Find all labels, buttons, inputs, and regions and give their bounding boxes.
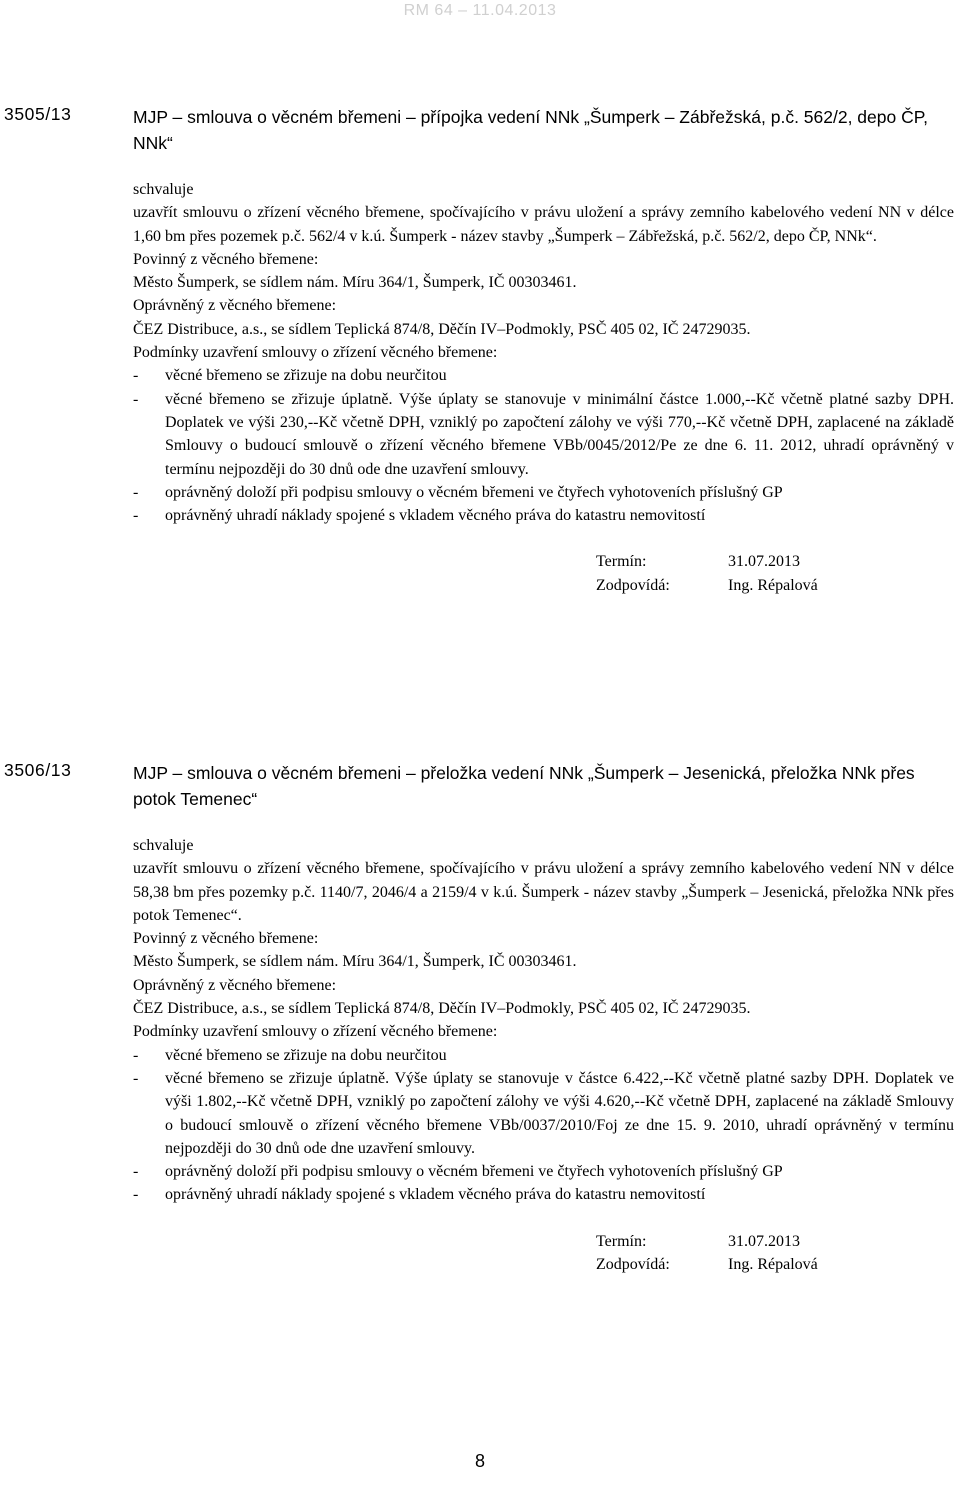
resolution-text	[133, 834, 954, 1207]
resolution-text	[133, 178, 954, 527]
list-item: - oprávněný uhradí náklady spojené s vkladem věcného práva do katastru nemovitostí	[133, 1186, 706, 1204]
resolution-intro: uzavřít smlouvu o zřízení věcného břemene, spočívajícího v právu uložení a správy zemního kabelového vedení NN v délce 58,38 bm přes pozemky p.č. 1140/7, 2046/4 a 2159/4 v k.ú. Šumperk - název stavby „Šumperk – Jesenická, přeložka NNk přes potok Temenec“.	[133, 860, 954, 924]
resolution-title: MJP – smlouva o věcném břemeni – přípojka vedení NNk „Šumperk – Zábřežská, p.č. 562/2, depo ČP, NNk“	[133, 107, 929, 153]
entitled-value: ČEZ Distribuce, a.s., se sídlem Teplická 874/8, Děčín IV–Podmokly, PSČ 405 02, IČ 24729035.	[133, 1000, 751, 1018]
header-text: RM 64 – 11.04.2013	[403, 2, 557, 19]
list-item: - věcné břemeno se zřizuje úplatně. Výše úplaty se stanovuje v minimální částce 1.000,--Kč včetně platné sazby DPH. Doplatek ve výši 230,--Kč včetně DPH, vzniklý po započtení zálohy ve výši 770,--Kč včetně DPH, zaplacené na základě Smlouvy o budoucí smlouvě o zřízení věcného břemene VBb/0045/2012/Pe ze dne 6. 11. 2012, uhradí oprávněný v termínu nejpozději do 30 dnů ode dne uzavření smlouvy.	[133, 390, 954, 478]
resolution-body	[133, 760, 954, 1276]
obliged-label: Povinný z věcného břemene:	[133, 250, 319, 268]
entitled-label: Oprávněný z věcného břemene:	[133, 976, 337, 994]
obliged-value: Město Šumperk, se sídlem nám. Míru 364/1, Šumperk, IČ 00303461.	[133, 953, 577, 971]
term-label: Termín:	[596, 553, 647, 571]
list-item: - oprávněný doloží při podpisu smlouvy o věcném břemeni ve čtyřech vyhotoveních příslušný GP	[133, 1163, 783, 1181]
list-item: - oprávněný doloží při podpisu smlouvy o věcném břemeni ve čtyřech vyhotoveních příslušný GP	[133, 483, 783, 501]
term-value: 31.07.2013	[728, 553, 800, 571]
list-item: - oprávněný uhradí náklady spojené s vkladem věcného práva do katastru nemovitostí	[133, 507, 706, 525]
list-item: - věcné břemeno se zřizuje na dobu neurčitou	[133, 367, 447, 385]
signature-block	[596, 1230, 954, 1277]
resolution-intro: uzavřít smlouvu o zřízení věcného břemene, spočívajícího v právu uložení a správy zemního kabelového vedení NN v délce 1,60 bm přes pozemek p.č. 562/4 v k.ú. Šumperk - název stavby „Šumperk – Zábřežská, p.č. 562/2, depo ČP, NNk“.	[133, 204, 954, 245]
conditions-label: Podmínky uzavření smlouvy o zřízení věcného břemene:	[133, 1023, 498, 1041]
resolution-title: MJP – smlouva o věcném břemeni – přeložka vedení NNk „Šumperk – Jesenická, přeložka NNk přes potok Temenec“	[133, 763, 915, 809]
entitled-value: ČEZ Distribuce, a.s., se sídlem Teplická 874/8, Děčín IV–Podmokly, PSČ 405 02, IČ 24729035.	[133, 320, 751, 338]
term-label: Termín:	[596, 1232, 647, 1250]
list-item: - věcné břemeno se zřizuje na dobu neurčitou	[133, 1046, 447, 1064]
resolution-body	[133, 104, 954, 597]
signature-block	[596, 550, 954, 597]
resolution-verb: schvaluje	[133, 837, 194, 854]
conditions-list	[133, 1044, 954, 1207]
responsible-value: Ing. Répalová	[728, 1256, 818, 1274]
list-item: - věcné břemeno se zřizuje úplatně. Výše úplaty se stanovuje v částce 6.422,--Kč včetně platné sazby DPH. Doplatek ve výši 1.802,--Kč včetně DPH, vzniklý po započtení zálohy ve výši 4.620,--Kč včetně DPH, zaplacené na základě Smlouvy o budoucí smlouvě o zřízení věcného břemene VBb/0037/2010/Foj ze dne 15. 9. 2010, uhradí oprávněný v termínu nejpozději do 30 dnů ode dne uzavření smlouvy.	[133, 1069, 954, 1157]
page-number: 8	[474, 1451, 485, 1471]
page-header	[0, 0, 960, 26]
conditions-label: Podmínky uzavření smlouvy o zřízení věcného břemene:	[133, 344, 498, 362]
responsible-label: Zodpovídá:	[596, 576, 670, 594]
resolution-number: 3506/13	[4, 760, 72, 780]
responsible-value: Ing. Répalová	[728, 576, 818, 594]
resolution-verb: schvaluje	[133, 181, 194, 198]
obliged-value: Město Šumperk, se sídlem nám. Míru 364/1, Šumperk, IČ 00303461.	[133, 274, 577, 292]
conditions-list	[133, 364, 954, 527]
term-value: 31.07.2013	[728, 1232, 800, 1250]
obliged-label: Povinný z věcného břemene:	[133, 930, 319, 948]
resolution-number: 3505/13	[4, 104, 72, 124]
responsible-label: Zodpovídá:	[596, 1256, 670, 1274]
entitled-label: Oprávněný z věcného břemene:	[133, 297, 337, 315]
